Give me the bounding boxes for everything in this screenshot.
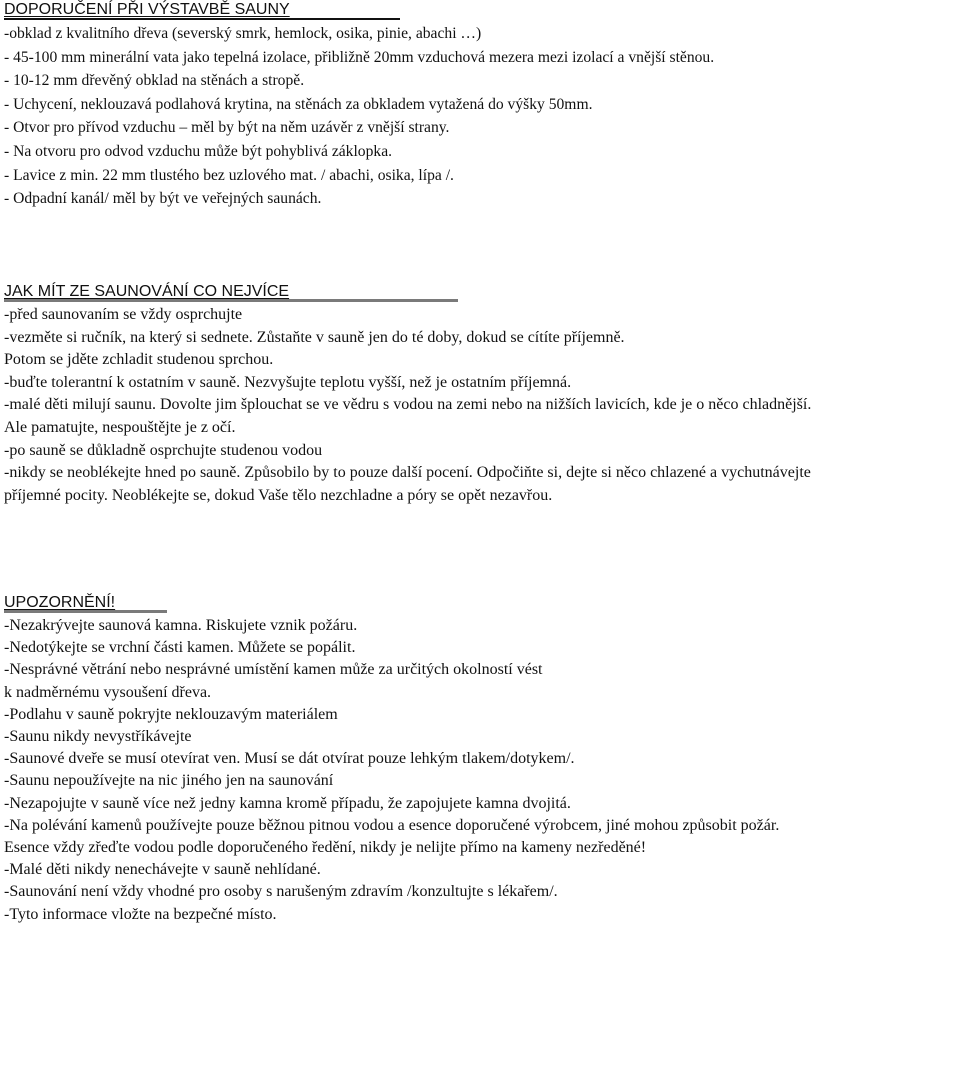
paragraph-lines	[4, 304, 956, 507]
paragraph-lines	[4, 615, 956, 926]
section-heading: DOPORUČENÍ PŘI VÝSTAVBĚ SAUNY	[4, 0, 956, 22]
text-line: -Nedotýkejte se vrchní části kamen. Můžete se popálit.	[4, 639, 356, 657]
text-line: - Na otvoru pro odvod vzduchu může být pohyblivá záklopka.	[4, 142, 393, 160]
text-line: - Lavice z min. 22 mm tlustého bez uzlového mat. / abachi, osika, lípa /.	[4, 166, 454, 184]
text-line: k nadměrnému vysoušení dřeva.	[4, 683, 212, 701]
text-line: - 10-12 mm dřevěný obklad na stěnách a stropě.	[4, 72, 305, 90]
text-line: -malé děti milují saunu. Dovolte jim šplouchat se ve vědru s vodou na zemi nebo na nižších lavicích, kde je o něco chladnější.	[4, 396, 812, 414]
text-line: příjemné pocity. Neoblékejte se, dokud Vaše tělo nezchladne a póry se opět nezavřou.	[4, 486, 553, 504]
text-line: -Nezakrývejte saunová kamna. Riskujete vznik požáru.	[4, 617, 358, 634]
text-line: -po sauně se důkladně osprchujte studenou vodou	[4, 441, 323, 459]
text-line: -před saunovaním se vždy osprchujte	[4, 306, 243, 323]
text-line: -Saunu nepoužívejte na nic jiného jen na saunování	[4, 772, 334, 790]
text-line: Esence vždy zřeďte vodou podle doporučeného ředění, nikdy je nelijte přímo na kameny nezředěné!	[4, 839, 647, 857]
text-line: -Malé děti nikdy nenechávejte v sauně nehlídané.	[4, 861, 321, 879]
text-line: -obklad z kvalitního dřeva (severský smrk, hemlock, osika, pinie, abachi …)	[4, 25, 482, 42]
text-line: -Saunu nikdy nevystříkávejte	[4, 728, 192, 746]
text-line: -Saunové dveře se musí otevírat ven. Musí se dát otvírat pouze lehkým tlakem/dotykem/.	[4, 750, 575, 768]
text-line: Potom se jděte zchladit studenou sprchou.	[4, 351, 274, 369]
text-line: Ale pamatujte, nespouštějte je z očí.	[4, 418, 236, 436]
text-line: -nikdy se neoblékejte hned po sauně. Způsobilo by to pouze další pocení. Odpočiňte si, dejte si něco chlazené a vychutnávejte	[4, 464, 811, 482]
section-heading: UPOZORNĚNÍ!	[4, 593, 956, 615]
text-line: - Odpadní kanál/ měl by být ve veřejných saunách.	[4, 190, 322, 208]
text-line: - 45-100 mm minerální vata jako tepelná izolace, přibližně 20mm vzduchová mezera mezi izolací a vnější stěnou.	[4, 48, 715, 66]
text-line: - Uchycení, neklouzavá podlahová krytina, na stěnách za obkladem vytažená do výšky 50mm.	[4, 95, 593, 113]
section-sauna-tips	[4, 282, 956, 507]
text-line: -Saunování není vždy vhodné pro osoby s narušeným zdravím /konzultujte s lékařem/.	[4, 883, 558, 901]
text-line: -Na polévání kamenů používejte pouze běžnou pitnou vodou a esence doporučené výrobcem, jiné mohou způsobit požár.	[4, 816, 780, 834]
section-warnings	[4, 593, 956, 926]
text-line: -Nesprávné větrání nebo nesprávné umístění kamen může za určitých okolností vést	[4, 661, 543, 679]
paragraph-lines	[4, 22, 956, 211]
text-line: -buďte tolerantní k ostatním v sauně. Nezvyšujte teplotu vyšší, než je ostatním příjemná.	[4, 373, 572, 391]
text-line: -Nezapojujte v sauně více než jedny kamna kromě případu, že zapojujete kamna dvojitá.	[4, 794, 571, 812]
section-heading: JAK MÍT ZE SAUNOVÁNÍ CO NEJVÍCE	[4, 282, 956, 304]
text-line: - Otvor pro přívod vzduchu – měl by být na něm uzávěr z vnější strany.	[4, 119, 450, 137]
text-line: -Podlahu v sauně pokryjte neklouzavým materiálem	[4, 705, 338, 723]
text-line: -Tyto informace vložte na bezpečné místo.	[4, 905, 277, 923]
section-construction-recommendations	[4, 0, 956, 211]
text-line: -vezměte si ručník, na který si sednete. Zůstaňte v sauně jen do té doby, dokud se cítíte příjemně.	[4, 328, 625, 346]
heading-underline-rule	[4, 18, 400, 20]
